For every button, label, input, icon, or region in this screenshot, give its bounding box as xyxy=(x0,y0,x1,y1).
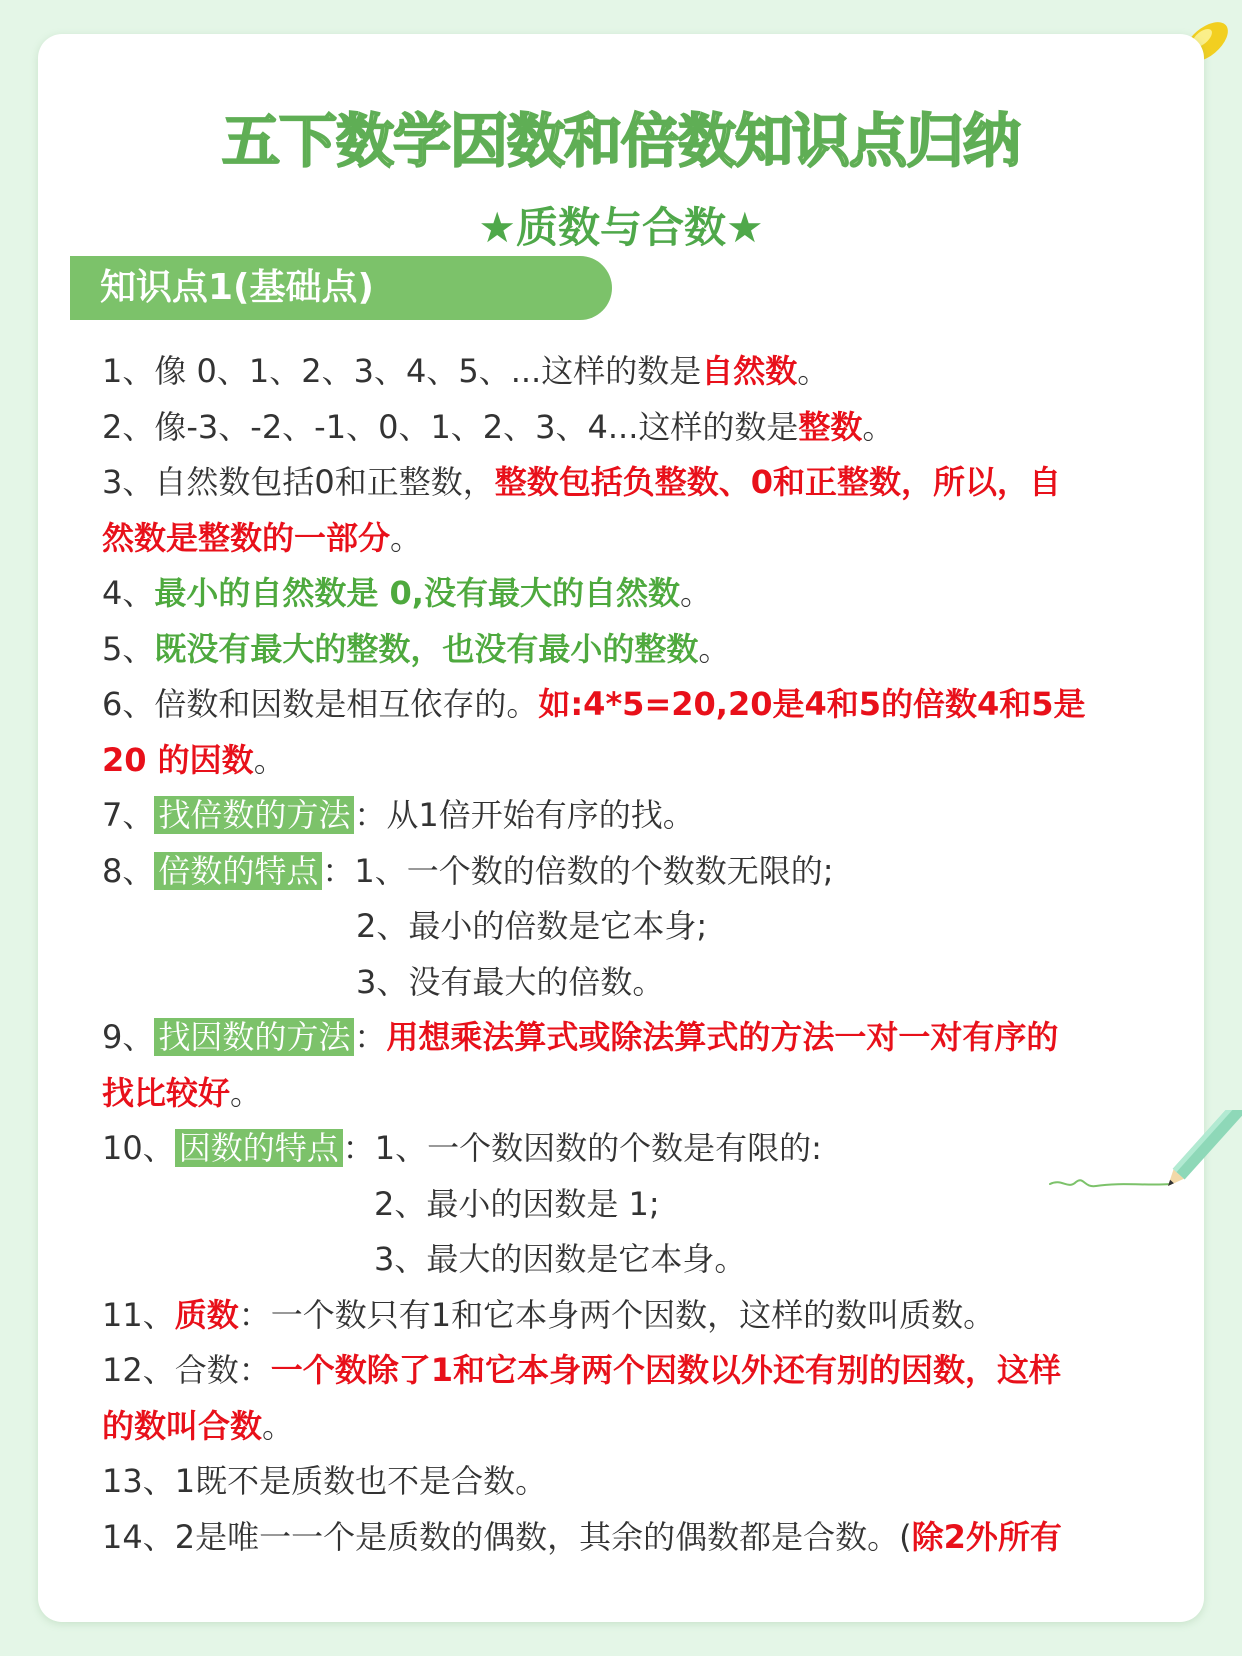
item-text: 9、 xyxy=(102,1018,155,1056)
list-item-continued xyxy=(102,1066,1192,1122)
item-text: ：1、一个数因数的个数是有限的: xyxy=(342,1129,822,1167)
list-item xyxy=(102,566,1192,622)
highlight-label: 因数的特点 xyxy=(175,1129,343,1167)
list-subitem: 3、没有最大的倍数。 xyxy=(356,962,665,1001)
list-item xyxy=(102,1510,1192,1566)
item-emphasis: 自然数 xyxy=(701,352,798,390)
page-subtitle: ★质数与合数★ xyxy=(470,200,771,256)
list-item xyxy=(102,455,1192,511)
item-emphasis: 既没有最大的整数，也没有最小的整数 xyxy=(154,629,699,668)
item-text: 8、 xyxy=(102,851,155,890)
item-emphasis: 用想乘法算式或除法算式的方法一对一对有序的 xyxy=(386,1018,1059,1056)
item-emphasis: 的数叫合数 xyxy=(102,1406,263,1445)
list-subitem: 2、最小的因数是 1; xyxy=(374,1184,660,1223)
item-text: ：1、一个数的倍数的个数数无限的; xyxy=(322,851,834,890)
highlight-label: 找倍数的方法 xyxy=(154,796,354,834)
item-text: 2、像-3、-2、-1、0、1、2、3、4...这样的数是 xyxy=(102,407,799,446)
item-text: 。 xyxy=(253,740,286,779)
page-title: 五下数学因数和倍数知识点归纳 xyxy=(221,107,1020,175)
item-emphasis: 一个数除了1和它本身两个因数以外还有别的因数，这样 xyxy=(270,1351,1062,1389)
list-item xyxy=(102,788,1192,844)
item-emphasis: 最小的自然数是 0,没有最大的自然数 xyxy=(154,574,680,612)
content-card xyxy=(38,34,1204,1622)
item-text: 。 xyxy=(230,1073,263,1112)
item-text: 14、2是唯一一个是质数的偶数，其余的偶数都是合数。( xyxy=(102,1517,912,1556)
item-emphasis: 整数包括负整数、0和正整数，所以，自 xyxy=(494,463,1062,501)
subtitle-row xyxy=(38,200,1204,256)
list-subitem: 2、最小的倍数是它本身; xyxy=(356,907,708,945)
item-text: ：从1倍开始有序的找。 xyxy=(354,796,695,834)
item-text: 。 xyxy=(797,352,830,390)
item-text: 7、 xyxy=(102,796,155,834)
list-item-continued xyxy=(102,733,1192,789)
knowledge-list xyxy=(102,344,1192,1565)
item-text: 5、 xyxy=(102,629,155,668)
list-item xyxy=(102,1010,1192,1066)
section-heading: 知识点1(基础点) xyxy=(70,256,612,320)
item-text: 3、自然数包括0和正整数， xyxy=(102,463,495,501)
item-emphasis: 如:4*5=20,20是4和5的倍数4和5是 xyxy=(538,685,1086,723)
highlight-label: 找因数的方法 xyxy=(154,1018,354,1056)
list-item-continued xyxy=(102,1399,1192,1455)
highlight-label: 倍数的特点 xyxy=(154,852,322,890)
list-subitem: 3、最大的因数是它本身。 xyxy=(374,1240,747,1278)
item-emphasis: 20 的因数 xyxy=(102,740,254,779)
item-text: 12、合数： xyxy=(102,1351,271,1389)
list-item xyxy=(102,1343,1192,1399)
item-text: 4、 xyxy=(102,574,155,612)
list-item: 13、1既不是质数也不是合数。 xyxy=(102,1462,548,1500)
item-text: 6、倍数和因数是相互依存的。 xyxy=(102,685,539,723)
list-item xyxy=(102,344,1192,400)
item-text: 。 xyxy=(862,407,895,446)
item-text: 11、 xyxy=(102,1295,175,1334)
item-text: 10、 xyxy=(102,1129,175,1167)
list-item xyxy=(102,622,1192,678)
list-item xyxy=(102,1121,1192,1177)
item-text: 1、像 0、1、2、3、4、5、...这样的数是 xyxy=(102,352,702,390)
pencil-icon xyxy=(1040,1110,1242,1230)
list-item xyxy=(102,1288,1192,1344)
item-emphasis: 质数 xyxy=(174,1295,239,1334)
item-emphasis: 除2外所有 xyxy=(911,1517,1062,1556)
item-emphasis: 找比较好 xyxy=(102,1073,231,1112)
item-text: 。 xyxy=(390,518,423,557)
item-text: ：一个数只有1和它本身两个因数，这样的数叫质数。 xyxy=(238,1295,996,1334)
item-emphasis: 整数 xyxy=(798,407,863,446)
item-emphasis: 然数是整数的一部分 xyxy=(102,518,391,557)
item-text: 。 xyxy=(698,629,731,668)
item-text: 。 xyxy=(262,1406,295,1445)
list-item xyxy=(102,400,1192,456)
item-text: ： xyxy=(354,1018,387,1056)
list-item-continued xyxy=(102,511,1192,567)
item-text: 。 xyxy=(679,574,712,612)
list-item xyxy=(102,677,1192,733)
list-item xyxy=(102,844,1192,900)
